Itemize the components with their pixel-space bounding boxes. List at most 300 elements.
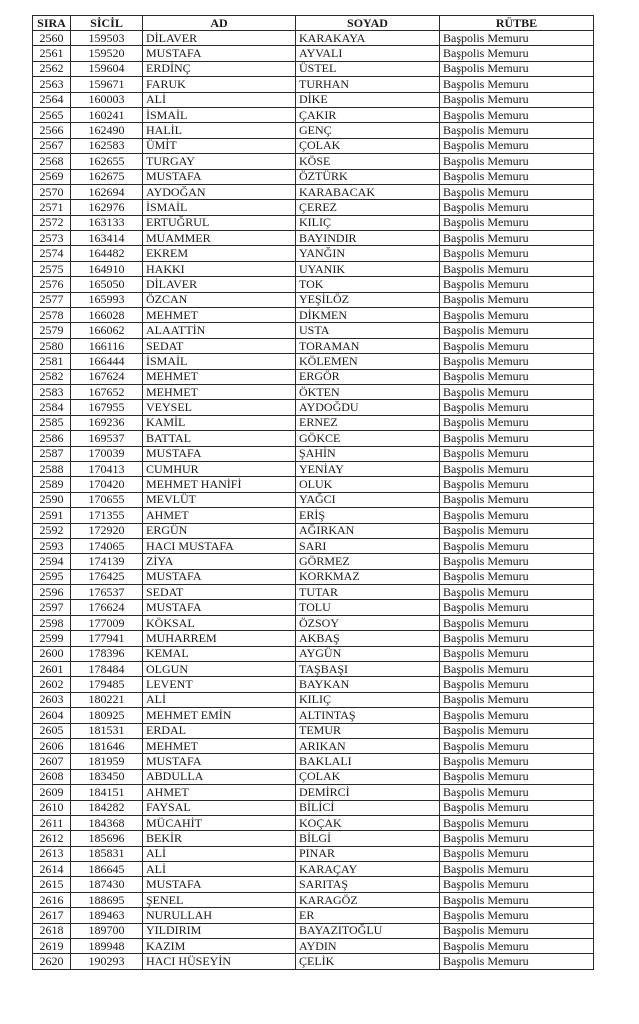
table-row [33, 354, 594, 369]
cell-sira: 2605 [33, 723, 71, 738]
header-ad: AD [143, 16, 296, 31]
cell-rutbe: Başpolis Memuru [440, 184, 594, 199]
cell-rutbe: Başpolis Memuru [440, 431, 594, 446]
cell-ad: ERDİNÇ [143, 61, 296, 76]
cell-sicil: 181646 [71, 738, 143, 753]
cell-sira: 2584 [33, 400, 71, 415]
table-row [33, 554, 594, 569]
table-row [33, 461, 594, 476]
cell-sicil: 181531 [71, 723, 143, 738]
cell-rutbe: Başpolis Memuru [440, 246, 594, 261]
table-body [33, 31, 594, 970]
cell-sicil: 162583 [71, 138, 143, 153]
cell-sira: 2591 [33, 508, 71, 523]
table-row [33, 31, 594, 46]
cell-rutbe: Başpolis Memuru [440, 277, 594, 292]
cell-ad: KEMAL [143, 646, 296, 661]
cell-soyad: KARAKAYA [296, 31, 440, 46]
cell-sira: 2561 [33, 46, 71, 61]
cell-sicil: 162655 [71, 154, 143, 169]
cell-rutbe: Başpolis Memuru [440, 92, 594, 107]
cell-soyad: TURHAN [296, 77, 440, 92]
cell-sira: 2615 [33, 877, 71, 892]
cell-soyad: YANĞIN [296, 246, 440, 261]
personnel-table [32, 15, 594, 970]
cell-sicil: 166028 [71, 308, 143, 323]
cell-rutbe: Başpolis Memuru [440, 154, 594, 169]
cell-sira: 2603 [33, 692, 71, 707]
cell-sira: 2613 [33, 846, 71, 861]
cell-rutbe: Başpolis Memuru [440, 538, 594, 553]
table-row [33, 800, 594, 815]
cell-soyad: YENİAY [296, 461, 440, 476]
cell-sira: 2573 [33, 231, 71, 246]
cell-ad: ERDAL [143, 723, 296, 738]
cell-rutbe: Başpolis Memuru [440, 800, 594, 815]
cell-ad: ALİ [143, 846, 296, 861]
cell-sira: 2598 [33, 615, 71, 630]
cell-rutbe: Başpolis Memuru [440, 138, 594, 153]
cell-ad: KAZIM [143, 939, 296, 954]
cell-ad: MUSTAFA [143, 569, 296, 584]
cell-ad: MUSTAFA [143, 169, 296, 184]
cell-sira: 2608 [33, 769, 71, 784]
table-row [33, 615, 594, 630]
cell-sicil: 163133 [71, 215, 143, 230]
header-sira: SIRA [33, 16, 71, 31]
cell-ad: MEHMET [143, 384, 296, 399]
cell-rutbe: Başpolis Memuru [440, 338, 594, 353]
cell-sira: 2596 [33, 585, 71, 600]
cell-soyad: GÖKCE [296, 431, 440, 446]
cell-ad: TURGAY [143, 154, 296, 169]
cell-sira: 2567 [33, 138, 71, 153]
cell-sira: 2588 [33, 461, 71, 476]
cell-sira: 2585 [33, 415, 71, 430]
cell-soyad: ÇEREZ [296, 200, 440, 215]
cell-sira: 2572 [33, 215, 71, 230]
cell-sira: 2618 [33, 923, 71, 938]
cell-soyad: AYDOĞDU [296, 400, 440, 415]
cell-soyad: ÖZSOY [296, 615, 440, 630]
cell-soyad: GÖRMEZ [296, 554, 440, 569]
cell-sicil: 162694 [71, 184, 143, 199]
cell-ad: MEHMET [143, 738, 296, 753]
cell-ad: MUSTAFA [143, 600, 296, 615]
cell-sira: 2586 [33, 431, 71, 446]
cell-soyad: ERNEZ [296, 415, 440, 430]
cell-rutbe: Başpolis Memuru [440, 461, 594, 476]
cell-soyad: KOÇAK [296, 815, 440, 830]
table-row [33, 323, 594, 338]
cell-ad: LEVENT [143, 677, 296, 692]
cell-rutbe: Başpolis Memuru [440, 723, 594, 738]
cell-sira: 2593 [33, 538, 71, 553]
cell-sira: 2569 [33, 169, 71, 184]
cell-sicil: 162976 [71, 200, 143, 215]
cell-rutbe: Başpolis Memuru [440, 415, 594, 430]
cell-sira: 2600 [33, 646, 71, 661]
cell-soyad: ÇAKIR [296, 107, 440, 122]
cell-sira: 2620 [33, 954, 71, 969]
cell-soyad: TOK [296, 277, 440, 292]
header-soyad: SOYAD [296, 16, 440, 31]
cell-ad: HALİL [143, 123, 296, 138]
cell-sira: 2589 [33, 477, 71, 492]
cell-sira: 2571 [33, 200, 71, 215]
cell-soyad: AKBAŞ [296, 631, 440, 646]
cell-ad: MEHMET EMİN [143, 708, 296, 723]
cell-ad: MEHMET [143, 308, 296, 323]
cell-soyad: UYANIK [296, 261, 440, 276]
cell-sira: 2607 [33, 754, 71, 769]
table-row [33, 723, 594, 738]
cell-ad: BEKİR [143, 831, 296, 846]
cell-sicil: 159520 [71, 46, 143, 61]
cell-ad: ERTUĞRUL [143, 215, 296, 230]
table-row [33, 400, 594, 415]
cell-rutbe: Başpolis Memuru [440, 600, 594, 615]
cell-ad: MUSTAFA [143, 877, 296, 892]
cell-rutbe: Başpolis Memuru [440, 646, 594, 661]
cell-ad: HACI HÜSEYİN [143, 954, 296, 969]
table-row [33, 308, 594, 323]
cell-sicil: 184282 [71, 800, 143, 815]
cell-sicil: 167652 [71, 384, 143, 399]
cell-ad: MEHMET [143, 369, 296, 384]
cell-soyad: AYDIN [296, 939, 440, 954]
cell-sicil: 177941 [71, 631, 143, 646]
table-row [33, 477, 594, 492]
cell-sicil: 165993 [71, 292, 143, 307]
cell-soyad: PINAR [296, 846, 440, 861]
cell-sira: 2587 [33, 446, 71, 461]
table-row [33, 384, 594, 399]
cell-ad: DİLAVER [143, 31, 296, 46]
cell-sicil: 159503 [71, 31, 143, 46]
cell-soyad: BİLGİ [296, 831, 440, 846]
cell-sicil: 189463 [71, 908, 143, 923]
cell-sicil: 162490 [71, 123, 143, 138]
cell-sira: 2577 [33, 292, 71, 307]
cell-rutbe: Başpolis Memuru [440, 354, 594, 369]
cell-ad: AHMET [143, 508, 296, 523]
cell-sira: 2568 [33, 154, 71, 169]
cell-soyad: GENÇ [296, 123, 440, 138]
cell-sicil: 166116 [71, 338, 143, 353]
cell-rutbe: Başpolis Memuru [440, 954, 594, 969]
cell-soyad: TAŞBAŞI [296, 662, 440, 677]
cell-sicil: 164482 [71, 246, 143, 261]
cell-sira: 2563 [33, 77, 71, 92]
cell-soyad: BAYAZITOĞLU [296, 923, 440, 938]
cell-rutbe: Başpolis Memuru [440, 662, 594, 677]
cell-ad: ALİ [143, 92, 296, 107]
cell-soyad: BİLİCİ [296, 800, 440, 815]
cell-rutbe: Başpolis Memuru [440, 77, 594, 92]
cell-soyad: ER [296, 908, 440, 923]
table-row [33, 662, 594, 677]
table-row [33, 923, 594, 938]
cell-rutbe: Başpolis Memuru [440, 61, 594, 76]
cell-rutbe: Başpolis Memuru [440, 215, 594, 230]
table-row [33, 646, 594, 661]
table-row [33, 215, 594, 230]
cell-ad: ALAATTİN [143, 323, 296, 338]
cell-rutbe: Başpolis Memuru [440, 200, 594, 215]
table-row [33, 785, 594, 800]
cell-ad: ZİYA [143, 554, 296, 569]
cell-rutbe: Başpolis Memuru [440, 892, 594, 907]
cell-rutbe: Başpolis Memuru [440, 46, 594, 61]
cell-sira: 2602 [33, 677, 71, 692]
cell-sira: 2614 [33, 862, 71, 877]
cell-sira: 2574 [33, 246, 71, 261]
cell-soyad: ÖKTEN [296, 384, 440, 399]
cell-rutbe: Başpolis Memuru [440, 923, 594, 938]
cell-soyad: KILIÇ [296, 215, 440, 230]
cell-soyad: ERGÖR [296, 369, 440, 384]
cell-sicil: 170039 [71, 446, 143, 461]
cell-soyad: AYGÜN [296, 646, 440, 661]
cell-sicil: 184151 [71, 785, 143, 800]
table-row [33, 831, 594, 846]
cell-sicil: 185831 [71, 846, 143, 861]
cell-ad: MUAMMER [143, 231, 296, 246]
cell-soyad: OLUK [296, 477, 440, 492]
cell-rutbe: Başpolis Memuru [440, 492, 594, 507]
cell-rutbe: Başpolis Memuru [440, 754, 594, 769]
cell-soyad: KORKMAZ [296, 569, 440, 584]
cell-ad: İSMAİL [143, 354, 296, 369]
table-row [33, 277, 594, 292]
cell-ad: HACI MUSTAFA [143, 538, 296, 553]
cell-sicil: 172920 [71, 523, 143, 538]
table-row [33, 569, 594, 584]
cell-rutbe: Başpolis Memuru [440, 231, 594, 246]
cell-ad: SEDAT [143, 338, 296, 353]
cell-sicil: 188695 [71, 892, 143, 907]
table-row [33, 200, 594, 215]
table-row [33, 677, 594, 692]
cell-ad: NURULLAH [143, 908, 296, 923]
cell-rutbe: Başpolis Memuru [440, 877, 594, 892]
cell-sira: 2610 [33, 800, 71, 815]
cell-sira: 2580 [33, 338, 71, 353]
cell-soyad: TOLU [296, 600, 440, 615]
table-row [33, 538, 594, 553]
cell-sira: 2601 [33, 662, 71, 677]
cell-sicil: 171355 [71, 508, 143, 523]
cell-soyad: ARIKAN [296, 738, 440, 753]
cell-sira: 2592 [33, 523, 71, 538]
cell-sicil: 174139 [71, 554, 143, 569]
cell-soyad: TUTAR [296, 585, 440, 600]
cell-soyad: SARITAŞ [296, 877, 440, 892]
cell-rutbe: Başpolis Memuru [440, 846, 594, 861]
cell-sira: 2579 [33, 323, 71, 338]
cell-ad: OLGUN [143, 662, 296, 677]
cell-ad: AYDOĞAN [143, 184, 296, 199]
cell-sicil: 180925 [71, 708, 143, 723]
cell-sira: 2617 [33, 908, 71, 923]
cell-sira: 2583 [33, 384, 71, 399]
table-row [33, 46, 594, 61]
table-row [33, 754, 594, 769]
table-row [33, 815, 594, 830]
table-row [33, 631, 594, 646]
table-row [33, 231, 594, 246]
cell-rutbe: Başpolis Memuru [440, 785, 594, 800]
cell-ad: AHMET [143, 785, 296, 800]
cell-sicil: 164910 [71, 261, 143, 276]
cell-ad: BATTAL [143, 431, 296, 446]
cell-ad: ALİ [143, 692, 296, 707]
cell-soyad: ERİŞ [296, 508, 440, 523]
cell-sicil: 163414 [71, 231, 143, 246]
table-row [33, 77, 594, 92]
cell-sicil: 179485 [71, 677, 143, 692]
cell-soyad: KARAÇAY [296, 862, 440, 877]
table-row [33, 954, 594, 969]
cell-sira: 2606 [33, 738, 71, 753]
cell-rutbe: Başpolis Memuru [440, 508, 594, 523]
cell-rutbe: Başpolis Memuru [440, 585, 594, 600]
cell-sicil: 190293 [71, 954, 143, 969]
table-row [33, 600, 594, 615]
cell-sicil: 169236 [71, 415, 143, 430]
table-row [33, 123, 594, 138]
cell-rutbe: Başpolis Memuru [440, 815, 594, 830]
cell-sicil: 185696 [71, 831, 143, 846]
cell-sicil: 176537 [71, 585, 143, 600]
cell-sicil: 177009 [71, 615, 143, 630]
table-row [33, 415, 594, 430]
cell-rutbe: Başpolis Memuru [440, 107, 594, 122]
cell-rutbe: Başpolis Memuru [440, 446, 594, 461]
cell-soyad: ALTINTAŞ [296, 708, 440, 723]
cell-sicil: 167955 [71, 400, 143, 415]
cell-sicil: 176624 [71, 600, 143, 615]
cell-sicil: 162675 [71, 169, 143, 184]
cell-rutbe: Başpolis Memuru [440, 831, 594, 846]
cell-soyad: KÖLEMEN [296, 354, 440, 369]
cell-soyad: ÖZTÜRK [296, 169, 440, 184]
cell-ad: VEYSEL [143, 400, 296, 415]
header-rutbe: RÜTBE [440, 16, 594, 31]
cell-soyad: BAKLALI [296, 754, 440, 769]
cell-ad: FAYSAL [143, 800, 296, 815]
cell-ad: YILDIRIM [143, 923, 296, 938]
cell-sicil: 170420 [71, 477, 143, 492]
cell-sira: 2597 [33, 600, 71, 615]
table-row [33, 708, 594, 723]
cell-rutbe: Başpolis Memuru [440, 323, 594, 338]
cell-rutbe: Başpolis Memuru [440, 31, 594, 46]
cell-sicil: 159604 [71, 61, 143, 76]
cell-ad: FARUK [143, 77, 296, 92]
cell-soyad: DEMİRCİ [296, 785, 440, 800]
cell-sicil: 174065 [71, 538, 143, 553]
table-row [33, 492, 594, 507]
cell-ad: ŞENEL [143, 892, 296, 907]
cell-sicil: 169537 [71, 431, 143, 446]
table-row [33, 292, 594, 307]
cell-ad: MEVLÜT [143, 492, 296, 507]
cell-sicil: 183450 [71, 769, 143, 784]
cell-sira: 2616 [33, 892, 71, 907]
cell-sira: 2575 [33, 261, 71, 276]
cell-ad: MUSTAFA [143, 46, 296, 61]
header-row [33, 16, 594, 31]
cell-rutbe: Başpolis Memuru [440, 569, 594, 584]
cell-ad: KAMİL [143, 415, 296, 430]
cell-rutbe: Başpolis Memuru [440, 631, 594, 646]
cell-sira: 2570 [33, 184, 71, 199]
cell-rutbe: Başpolis Memuru [440, 261, 594, 276]
table-row [33, 61, 594, 76]
table-row [33, 246, 594, 261]
cell-sira: 2565 [33, 107, 71, 122]
cell-sicil: 189948 [71, 939, 143, 954]
cell-rutbe: Başpolis Memuru [440, 708, 594, 723]
table-row [33, 585, 594, 600]
cell-soyad: TEMUR [296, 723, 440, 738]
cell-soyad: ŞAHİN [296, 446, 440, 461]
cell-sira: 2594 [33, 554, 71, 569]
table-row [33, 846, 594, 861]
cell-sicil: 178484 [71, 662, 143, 677]
cell-ad: HAKKI [143, 261, 296, 276]
cell-soyad: KARAGÖZ [296, 892, 440, 907]
cell-ad: DİLAVER [143, 277, 296, 292]
cell-sicil: 180221 [71, 692, 143, 707]
cell-rutbe: Başpolis Memuru [440, 862, 594, 877]
cell-sicil: 170413 [71, 461, 143, 476]
cell-rutbe: Başpolis Memuru [440, 939, 594, 954]
cell-sicil: 184368 [71, 815, 143, 830]
cell-rutbe: Başpolis Memuru [440, 400, 594, 415]
cell-sira: 2581 [33, 354, 71, 369]
cell-ad: SEDAT [143, 585, 296, 600]
header-sicil: SİCİL [71, 16, 143, 31]
cell-sira: 2566 [33, 123, 71, 138]
cell-rutbe: Başpolis Memuru [440, 615, 594, 630]
cell-rutbe: Başpolis Memuru [440, 369, 594, 384]
cell-soyad: DİKMEN [296, 308, 440, 323]
cell-rutbe: Başpolis Memuru [440, 523, 594, 538]
table-row [33, 369, 594, 384]
table-row [33, 908, 594, 923]
cell-rutbe: Başpolis Memuru [440, 308, 594, 323]
cell-ad: ÖZCAN [143, 292, 296, 307]
table-row [33, 508, 594, 523]
cell-soyad: YEŞİLÖZ [296, 292, 440, 307]
cell-ad: MUSTAFA [143, 754, 296, 769]
table-row [33, 769, 594, 784]
cell-rutbe: Başpolis Memuru [440, 908, 594, 923]
cell-sicil: 166444 [71, 354, 143, 369]
table-row [33, 107, 594, 122]
cell-sira: 2595 [33, 569, 71, 584]
cell-soyad: YAĞCI [296, 492, 440, 507]
cell-soyad: ÇOLAK [296, 138, 440, 153]
cell-rutbe: Başpolis Memuru [440, 677, 594, 692]
cell-sicil: 178396 [71, 646, 143, 661]
table-row [33, 939, 594, 954]
table-row [33, 523, 594, 538]
cell-sira: 2582 [33, 369, 71, 384]
